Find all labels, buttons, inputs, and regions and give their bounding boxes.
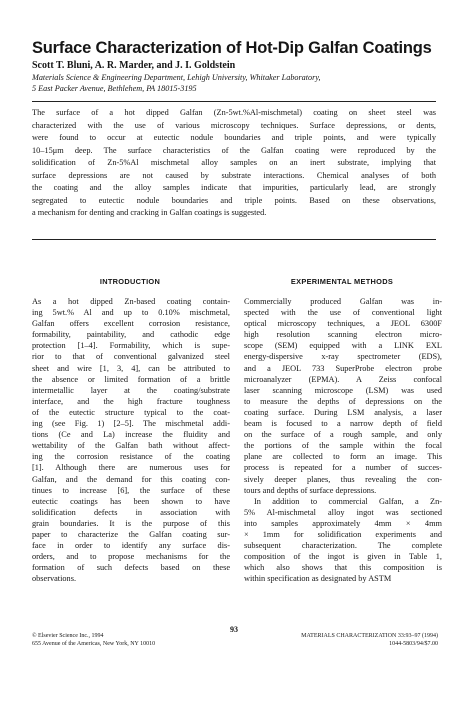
body-line: interface, and the high fracture toughness [32, 396, 230, 406]
body-line: protection [1–4]. Formability, which is supe- [32, 341, 230, 351]
body-line: energy-dispersive x-ray spectrometer (EDS), [244, 352, 442, 362]
abstract-line: surface depressions are not caused by substrate interactions. Chemical analyses of both [32, 170, 436, 180]
affiliation [32, 73, 452, 94]
body-line: formation of such defects based on these [32, 563, 230, 573]
body-line: solidification defects in association with [32, 507, 230, 517]
introduction-column [32, 296, 230, 584]
abstract-line: characterized with the use of various microscopy techniques. Surface depressions, or dents, [32, 120, 436, 130]
abstract-line: 10–15μm deep. The surface characteristics of the Galfan coating were reproduced by the [32, 145, 436, 155]
abstract-line: the coating and the alloy samples indicate that impurities, particularly lead, are strongly [32, 183, 436, 192]
body-line: ing 5wt.% Al and up to 0.10% mischmetal, [32, 308, 230, 318]
body-line: composition of the ingot is given in Table 1, [244, 552, 442, 562]
body-line: wettability of the Galfan bath without affect- [32, 441, 230, 451]
body-line: coating surface. During LSM analysis, a laser [244, 407, 442, 417]
body-line: In addition to commercial Galfan, a Zn- [254, 496, 442, 506]
abstract-line: were found to occur at eutectic nodule boundaries and triple points, and were typically [32, 133, 436, 142]
body-line: × 1mm for solidification experiments and [244, 529, 442, 539]
abstract-line: segregated to eutectic nodule boundaries and triple points. Based on these observations, [32, 195, 436, 205]
publisher-line: © Elsevier Science Inc., 1994 [32, 633, 104, 639]
body-line: Galfan offers excellent corrosion resistance, [32, 319, 230, 329]
body-line: ing (see Fig. 1) [2–5]. The mischmetal addi- [32, 419, 230, 429]
body-line: grain boundaries. It is the purpose of this [32, 518, 230, 528]
body-line: intermetallic layer at the coating/substrate [32, 385, 230, 395]
paper-title: Surface Characterization of Hot-Dip Galfan Coatings [32, 39, 432, 57]
body-line: paper to characterize the Galfan coating sur- [32, 529, 230, 539]
affiliation-line: Materials Science & Engineering Department, Lehigh University, Whitaker Laboratory, [32, 73, 321, 82]
body-line: formability, paintability, and cathodic edge [32, 330, 230, 340]
body-line: sively deeper planes, thus revealing the con- [244, 474, 442, 484]
body-line: tions (Ce and La) increase the fluidity and [32, 430, 230, 440]
body-line: beam is focused to a narrow depth of field [244, 419, 442, 429]
abstract-top-rule [32, 101, 436, 102]
body-line: [1]. Although there are numerous uses for [32, 463, 230, 473]
affiliation-line: 5 East Packer Avenue, Bethlehem, PA 18015-3195 [32, 83, 197, 93]
body-line: tours and depths of surface depressions. [244, 485, 377, 495]
body-line: orders, and to propose mechanisms for the [32, 552, 230, 562]
page-number: 93 [230, 625, 238, 634]
abstract [32, 107, 436, 220]
publisher-footer [32, 632, 232, 648]
body-line: eutectic coatings has been shown to have [32, 496, 230, 506]
journal-footer [250, 632, 438, 648]
body-line: high resolution scanning electron micro- [244, 330, 442, 340]
body-line: laser scanning microscope (LSM) was used [244, 385, 442, 395]
methods-column [244, 296, 442, 584]
body-line: plane are collected to form an image. This [244, 452, 442, 462]
body-line: Galfan, and the demand for this coating con- [32, 474, 230, 484]
body-line: on the surface of a rough sample, and only [244, 430, 442, 440]
body-line: face in order to identify any surface dis- [32, 541, 230, 551]
abstract-line: The surface of a hot dipped Galfan (Zn-5wt.%Al-mischmetal) coating on sheet steel was [32, 108, 436, 117]
body-line: microanalyzer (EPMA). A Zeiss confocal [244, 374, 442, 384]
body-line: optical microscopy techniques, a JEOL 6300F [244, 319, 442, 329]
body-line: the absence or limited formation of a brittle [32, 374, 230, 384]
body-line: the portions of the sample within the focal [244, 441, 442, 451]
body-line: spected with the use of conventional light [244, 308, 442, 318]
body-line: observations. [32, 574, 77, 584]
introduction-heading: INTRODUCTION [99, 277, 161, 286]
body-line: sheet and wire [1, 3, 4], can be attributed to [32, 363, 230, 373]
abstract-bottom-rule [32, 239, 436, 240]
body-line: scope (SEM) equipped with a LINK EXL [244, 341, 442, 351]
body-line: into samples approximately 4mm × 4mm [244, 518, 442, 528]
body-line: As a hot dipped Zn-based coating contain- [32, 297, 230, 306]
journal-citation: MATERIALS CHARACTERIZATION 33:93–97 (1994) [301, 633, 438, 639]
body-line: 5% Al-mischmetal alloy ingot was sectioned [244, 507, 442, 517]
body-line: tinues to increase [6], the surface of these [32, 485, 230, 495]
body-line: within specification as designated by ASTM [244, 574, 392, 584]
body-line: and a JEOL 733 SuperProbe electron probe [244, 363, 442, 373]
body-line: of the eutectic structure typical to the coat- [32, 407, 230, 417]
journal-issn: 1044-5803/94/$7.00 [389, 641, 438, 647]
author-list: Scott T. Bluni, A. R. Marder, and J. I. Goldstein [32, 60, 236, 71]
body-line: to measure the depths of depressions on the [244, 396, 442, 406]
body-line: Commercially produced Galfan was in- [244, 297, 442, 306]
body-line: ing the corrosion resistance of the coating [32, 452, 230, 462]
methods-heading: EXPERIMENTAL METHODS [290, 277, 394, 286]
abstract-line: solidification of Zn-5%Al mischmetal alloy samples on an inert substrate, implying that [32, 158, 436, 167]
abstract-line: a mechanism for denting and cracking in Galfan coatings is suggested. [32, 208, 267, 217]
publisher-address: 655 Avenue of the Americas, New York, NY 10010 [32, 641, 156, 647]
body-line: rior to that of conventional galvanized steel [32, 352, 230, 362]
body-line: subsequent characterization. The complete [244, 541, 442, 551]
body-line: which also shows that this composition is [244, 563, 442, 573]
body-line: process is repeated for a number of succes- [244, 463, 442, 473]
